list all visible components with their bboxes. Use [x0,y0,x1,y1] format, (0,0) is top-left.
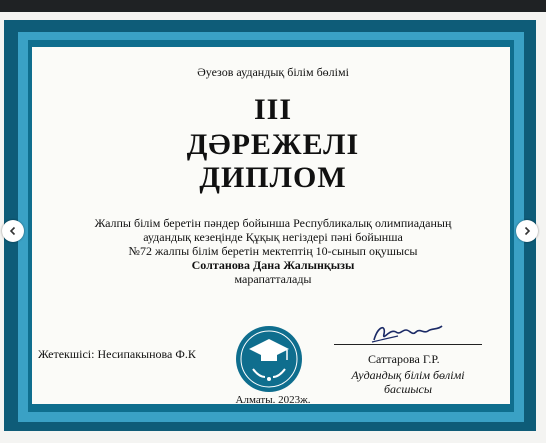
chevron-left-icon [8,226,18,236]
supervisor-text: Жетекшісі: Несипакынова Ф.К [38,347,196,361]
previous-image-button[interactable] [2,220,24,242]
signer-role [332,368,484,396]
chevron-right-icon [522,226,532,236]
next-image-button[interactable] [516,220,538,242]
city-year: Алматы. 2023ж. [235,394,311,406]
signer-name: Саттарова Г.Р. [368,352,440,366]
signer-role-line-1: Аудандық білім бөлімі [351,368,465,382]
body-line-1: Жалпы білім беретін пәндер бойынша Республикалық олимпиаданың [94,216,452,230]
body-line-2: аудандық кезеңінде Құқық негіздері пәні бойынша [143,230,403,244]
department-name: Әуезов аудандық білім бөлімі [197,65,349,79]
signature-line [334,344,482,345]
awarded-text: марапатталады [234,272,312,286]
recipient-name: Солтанова Дана Жалынқызы [191,258,355,272]
diploma-title: ДИПЛОМ [199,161,347,194]
seal-logo [235,325,303,393]
diploma-degree: III [253,93,293,126]
diploma-body [0,216,546,286]
top-bar [0,0,546,12]
body-line-3: №72 жалпы білім беретін мектептің 10-сынып оқушысы [128,244,418,258]
signer-role-line-2: басшысы [384,382,432,396]
diploma-degree-word: ДӘРЕЖЕЛІ [186,128,360,161]
